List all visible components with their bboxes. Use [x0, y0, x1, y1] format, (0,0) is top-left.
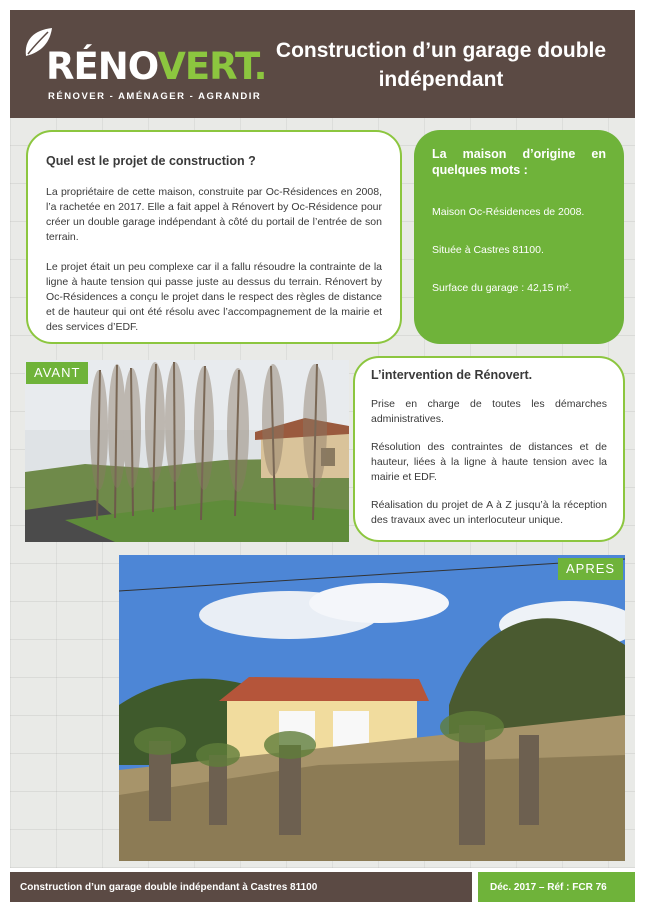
- intervention-item-admin: Prise en charge de toutes les démarches administratives.: [371, 398, 607, 425]
- logo-tagline: RÉNOVER - AMÉNAGER - AGRANDIR: [48, 91, 262, 102]
- intervention-item-delivery: Réalisation du projet de A à Z jusqu’à la réception des travaux avec un interlocuteur unique.: [371, 499, 607, 526]
- intervention-heading: L’intervention de Rénovert.: [371, 368, 533, 382]
- project-paragraph-2: Le projet était un peu complexe car il a fallu résoudre la contrainte de la ligne à haute tension qui passe juste au dessus du terrain. Rénovert by Oc-Résidences a conçu le projet dans le respect des règles de distance et de hauteur qui ont été résolu avec l’accompagnement de la mairie et des services d’EDF.: [46, 261, 382, 333]
- intervention-box: [353, 356, 625, 542]
- before-photo: [25, 360, 349, 542]
- house-item-surface: Surface du garage : 42,15 m².: [432, 282, 572, 294]
- footer-project-caption: Construction d’un garage double indépendant à Castres 81100: [10, 872, 472, 902]
- header-banner: [10, 10, 635, 118]
- document-title: Construction d’un garage double indépendant: [275, 39, 607, 91]
- before-label: AVANT: [26, 362, 88, 384]
- project-box: [26, 130, 402, 344]
- house-box: [414, 130, 624, 344]
- project-heading: Quel est le projet de construction ?: [46, 154, 256, 168]
- intervention-item-constraints: Résolution des contraintes de distances et de hauteur, liées à la ligne à haute tension avec la mairie et EDF.: [371, 441, 607, 483]
- logo-wordmark: RÉNOVERT.: [46, 45, 267, 88]
- house-heading: La maison d’origine en quelques mots :: [432, 147, 606, 177]
- after-photo: [119, 555, 625, 861]
- after-label: APRES: [558, 558, 623, 580]
- renovert-logo: [22, 26, 267, 106]
- house-item-location: Située à Castres 81100.: [432, 244, 544, 256]
- project-paragraph-1: La propriétaire de cette maison, construite par Oc-Résidences en 2008, l’a rachetée en 2017. Elle a fait appel à Rénovert by Oc-Résidence pour créer un double garage indépendant à côté du portail de l’entrée de son terrain.: [46, 186, 382, 243]
- house-item-year: Maison Oc-Résidences de 2008.: [432, 206, 585, 218]
- footer-reference: Déc. 2017 – Réf : FCR 76: [478, 872, 635, 902]
